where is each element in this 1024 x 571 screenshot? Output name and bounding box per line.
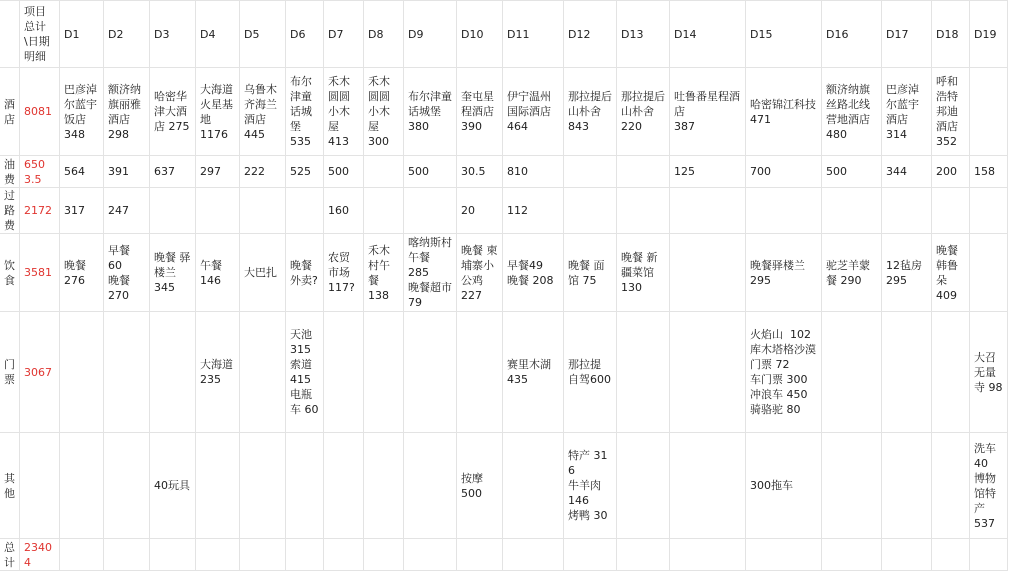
table-cell[interactable] <box>196 539 240 571</box>
column-header[interactable]: D6 <box>286 1 324 68</box>
table-cell[interactable] <box>404 539 457 571</box>
table-cell[interactable] <box>932 433 970 539</box>
table-cell[interactable]: 驼芝羊蒙餐 290 <box>822 234 882 312</box>
table-cell[interactable] <box>670 188 746 234</box>
table-cell[interactable] <box>746 539 822 571</box>
column-header[interactable]: D4 <box>196 1 240 68</box>
table-cell[interactable] <box>60 312 104 433</box>
row-total[interactable]: 3067 <box>20 312 60 433</box>
table-cell[interactable] <box>670 234 746 312</box>
column-header[interactable]: D17 <box>882 1 932 68</box>
table-cell[interactable] <box>670 539 746 571</box>
column-header[interactable]: D3 <box>150 1 196 68</box>
table-cell[interactable] <box>822 188 882 234</box>
table-cell[interactable]: 大召无量寺 98 <box>970 312 1008 433</box>
table-cell[interactable]: 奎屯星程酒店 390 <box>457 68 503 156</box>
table-cell[interactable]: 700 <box>746 156 822 188</box>
table-cell[interactable]: 乌鲁木齐海兰酒店 445 <box>240 68 286 156</box>
table-cell[interactable]: 12毡房 295 <box>882 234 932 312</box>
table-cell[interactable] <box>364 312 404 433</box>
row-total[interactable]: 23404 <box>20 539 60 571</box>
table-cell[interactable] <box>240 433 286 539</box>
table-row <box>0 234 1008 312</box>
table-cell[interactable] <box>882 539 932 571</box>
table-cell[interactable]: 按摩 500 <box>457 433 503 539</box>
table-cell[interactable] <box>240 188 286 234</box>
table-cell[interactable]: 洗车 40 博物馆特产 537 <box>970 433 1008 539</box>
table-cell[interactable]: 布尔津童话城堡 380 <box>404 68 457 156</box>
table-cell[interactable] <box>404 188 457 234</box>
table-cell[interactable] <box>286 539 324 571</box>
table-row <box>0 433 1008 539</box>
table-cell[interactable] <box>324 312 364 433</box>
table-cell[interactable]: 160 <box>324 188 364 234</box>
table-cell[interactable] <box>822 312 882 433</box>
table-cell[interactable] <box>196 188 240 234</box>
table-cell[interactable] <box>932 539 970 571</box>
table-cell[interactable]: 禾木村午餐 138 <box>364 234 404 312</box>
header-row <box>0 1 1008 68</box>
table-cell[interactable] <box>882 312 932 433</box>
table-cell[interactable]: 巴彦淖尔蓝宇酒店 314 <box>882 68 932 156</box>
table-cell[interactable]: 112 <box>503 188 564 234</box>
table-cell[interactable] <box>364 433 404 539</box>
table-cell[interactable]: 吐鲁番星程酒店 387 <box>670 68 746 156</box>
table-cell[interactable] <box>104 539 150 571</box>
table-cell[interactable]: 天池 315 索道 415 电瓶车 60 <box>286 312 324 433</box>
table-cell[interactable] <box>932 312 970 433</box>
row-total[interactable]: 3581 <box>20 234 60 312</box>
table-cell[interactable] <box>822 433 882 539</box>
table-cell[interactable]: 222 <box>240 156 286 188</box>
table-cell[interactable]: 巴彦淖尔蓝宇饭店 348 <box>60 68 104 156</box>
table-cell[interactable]: 午餐 146 <box>196 234 240 312</box>
row-label[interactable]: 总计 <box>0 539 20 571</box>
table-cell[interactable]: 300拖车 <box>746 433 822 539</box>
table-cell[interactable]: 特产 316 牛羊肉 146 烤鸭 30 <box>564 433 617 539</box>
table-cell[interactable] <box>364 156 404 188</box>
row-label[interactable]: 门票 <box>0 312 20 433</box>
table-cell[interactable] <box>503 539 564 571</box>
column-header[interactable]: D18 <box>932 1 970 68</box>
table-cell[interactable] <box>150 312 196 433</box>
table-cell[interactable] <box>240 312 286 433</box>
table-cell[interactable]: 火焰山 102 库木塔格沙漠 门票 72 车门票 300 冲浪车 450 骑骆驼 80 <box>746 312 822 433</box>
table-cell[interactable]: 40玩具 <box>150 433 196 539</box>
table-cell[interactable] <box>670 312 746 433</box>
table-cell[interactable]: 那拉提后山朴舍 220 <box>617 68 670 156</box>
row-label[interactable]: 过路费 <box>0 188 20 234</box>
table-cell[interactable] <box>617 188 670 234</box>
table-cell[interactable]: 禾木圆圆小木屋 300 <box>364 68 404 156</box>
table-cell[interactable] <box>240 539 286 571</box>
table-cell[interactable]: 晚餐 面馆 75 <box>564 234 617 312</box>
table-cell[interactable]: 391 <box>104 156 150 188</box>
table-cell[interactable] <box>617 433 670 539</box>
table-cell[interactable] <box>286 188 324 234</box>
table-cell[interactable] <box>617 539 670 571</box>
table-cell[interactable]: 344 <box>882 156 932 188</box>
table-cell[interactable] <box>970 188 1008 234</box>
column-header[interactable]: D19 <box>970 1 1008 68</box>
table-cell[interactable]: 158 <box>970 156 1008 188</box>
table-cell[interactable]: 500 <box>324 156 364 188</box>
table-cell[interactable] <box>503 433 564 539</box>
table-cell[interactable] <box>670 433 746 539</box>
table-cell[interactable]: 早餐49 晚餐 208 <box>503 234 564 312</box>
column-header[interactable]: D14 <box>670 1 746 68</box>
table-cell[interactable] <box>364 188 404 234</box>
column-header[interactable]: D2 <box>104 1 150 68</box>
table-cell[interactable]: 赛里木湖 435 <box>503 312 564 433</box>
column-header[interactable]: D7 <box>324 1 364 68</box>
blank-header-cell[interactable] <box>0 1 20 68</box>
column-header[interactable]: D16 <box>822 1 882 68</box>
column-header[interactable]: D12 <box>564 1 617 68</box>
table-cell[interactable] <box>196 433 240 539</box>
table-cell[interactable] <box>564 188 617 234</box>
row-total[interactable] <box>20 433 60 539</box>
table-cell[interactable]: 布尔津童话城堡 535 <box>286 68 324 156</box>
table-cell[interactable] <box>617 156 670 188</box>
table-cell[interactable]: 那拉提 自驾600 <box>564 312 617 433</box>
column-header[interactable]: 项目总计\日期明细 <box>20 1 60 68</box>
table-cell[interactable]: 大海道火星基地 1176 <box>196 68 240 156</box>
column-header[interactable]: D5 <box>240 1 286 68</box>
table-cell[interactable] <box>457 539 503 571</box>
table-cell[interactable]: 晚餐 柬埔寨小公鸡 227 <box>457 234 503 312</box>
column-header[interactable]: D15 <box>746 1 822 68</box>
table-cell[interactable]: 30.5 <box>457 156 503 188</box>
column-header[interactable]: D8 <box>364 1 404 68</box>
table-cell[interactable]: 500 <box>404 156 457 188</box>
table-cell[interactable] <box>324 539 364 571</box>
table-cell[interactable]: 200 <box>932 156 970 188</box>
row-label[interactable]: 油费 <box>0 156 20 188</box>
row-label[interactable]: 其他 <box>0 433 20 539</box>
table-cell[interactable] <box>970 234 1008 312</box>
table-cell[interactable]: 20 <box>457 188 503 234</box>
table-cell[interactable] <box>150 188 196 234</box>
column-header[interactable]: D9 <box>404 1 457 68</box>
table-cell[interactable]: 297 <box>196 156 240 188</box>
row-total[interactable]: 8081 <box>20 68 60 156</box>
table-cell[interactable]: 大巴扎 <box>240 234 286 312</box>
table-cell[interactable]: 晚餐 驿楼兰 345 <box>150 234 196 312</box>
table-cell[interactable] <box>617 312 670 433</box>
table-cell[interactable]: 呼和浩特邦迪酒店 352 <box>932 68 970 156</box>
column-header[interactable]: D13 <box>617 1 670 68</box>
column-header[interactable]: D1 <box>60 1 104 68</box>
table-cell[interactable]: 晚餐驿楼兰 295 <box>746 234 822 312</box>
table-cell[interactable]: 637 <box>150 156 196 188</box>
row-total[interactable]: 2172 <box>20 188 60 234</box>
table-cell[interactable] <box>286 433 324 539</box>
table-cell[interactable]: 额济纳旗丝路北线营地酒店 480 <box>822 68 882 156</box>
table-cell[interactable] <box>404 433 457 539</box>
column-header[interactable]: D10 <box>457 1 503 68</box>
table-cell[interactable] <box>60 539 104 571</box>
sheet-body <box>0 1 1008 571</box>
table-cell[interactable] <box>324 433 364 539</box>
row-label[interactable]: 酒店 <box>0 68 20 156</box>
table-cell[interactable] <box>882 188 932 234</box>
table-cell[interactable] <box>457 312 503 433</box>
table-cell[interactable]: 农贸市场 117? <box>324 234 364 312</box>
table-cell[interactable] <box>746 188 822 234</box>
table-cell[interactable]: 晚餐韩鲁朵 409 <box>932 234 970 312</box>
column-header[interactable]: D11 <box>503 1 564 68</box>
table-cell[interactable]: 那拉提后山朴舍 843 <box>564 68 617 156</box>
table-cell[interactable]: 喀纳斯村午餐 285 晚餐超市 79 <box>404 234 457 312</box>
table-cell[interactable] <box>932 188 970 234</box>
table-cell[interactable]: 564 <box>60 156 104 188</box>
table-cell[interactable]: 额济纳旗丽雅酒店 298 <box>104 68 150 156</box>
table-cell[interactable]: 晚餐 276 <box>60 234 104 312</box>
table-cell[interactable] <box>104 312 150 433</box>
table-cell[interactable] <box>60 433 104 539</box>
table-cell[interactable] <box>970 539 1008 571</box>
row-total[interactable]: 6503.5 <box>20 156 60 188</box>
table-cell[interactable]: 哈密华津大酒店 275 <box>150 68 196 156</box>
table-cell[interactable] <box>564 156 617 188</box>
table-cell[interactable]: 禾木圆圆小木屋 413 <box>324 68 364 156</box>
table-row <box>0 312 1008 433</box>
table-cell[interactable] <box>364 539 404 571</box>
table-cell[interactable]: 大海道 235 <box>196 312 240 433</box>
table-cell[interactable]: 哈密锦江科技 471 <box>746 68 822 156</box>
table-cell[interactable]: 早餐 60 晚餐 270 <box>104 234 150 312</box>
table-cell[interactable]: 125 <box>670 156 746 188</box>
table-cell[interactable]: 317 <box>60 188 104 234</box>
row-label[interactable]: 饮食 <box>0 234 20 312</box>
table-cell[interactable] <box>404 312 457 433</box>
table-cell[interactable]: 247 <box>104 188 150 234</box>
table-cell[interactable]: 晚餐外卖? <box>286 234 324 312</box>
table-cell[interactable] <box>882 433 932 539</box>
table-cell[interactable] <box>970 68 1008 156</box>
table-cell[interactable]: 500 <box>822 156 882 188</box>
table-cell[interactable]: 810 <box>503 156 564 188</box>
table-row <box>0 156 1008 188</box>
table-cell[interactable] <box>822 539 882 571</box>
table-cell[interactable]: 伊宁温州国际酒店 464 <box>503 68 564 156</box>
table-cell[interactable] <box>104 433 150 539</box>
table-cell[interactable]: 525 <box>286 156 324 188</box>
table-cell[interactable] <box>564 539 617 571</box>
table-row <box>0 68 1008 156</box>
table-row <box>0 188 1008 234</box>
table-cell[interactable]: 晚餐 新疆菜馆 130 <box>617 234 670 312</box>
table-row <box>0 539 1008 571</box>
table-cell[interactable] <box>150 539 196 571</box>
